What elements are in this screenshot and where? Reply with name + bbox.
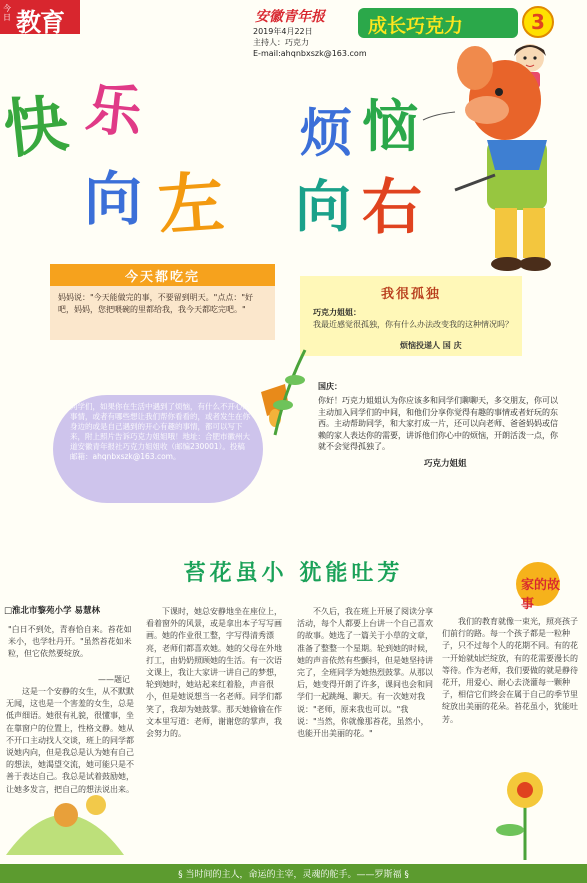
story-right-title: 我很孤独 [380, 287, 441, 302]
essay-epigraph: "白日不到处，青春恰自来。苔花如米小，也学牡丹开。"虽然苔花如米粒，但它依然要绽放。 [8, 625, 132, 658]
issue-email[interactable]: E-mail:ahqnbxszk@163.com [253, 49, 367, 58]
garden-snail-illustration-icon [6, 760, 126, 860]
title-char-zuo: 左 [155, 163, 227, 246]
story-right-signature: 烦恼投递人 国 庆 [400, 341, 462, 350]
essay-headline: 苔花虽小 犹能吐芳 [183, 561, 404, 586]
essay-column-1: 这是一个安静的女生，从不默默无闻，这也是一个害羞的女生，总是低声细语。她很有礼貌，很懂事，坐在靠窗户的位置上，性格文静。她从不开口主动找人交谈，班上的同学都说她内向，但是我总是认为她有自己的想法，她渴望交流，她可能只是不善于表达自己。我总是试着鼓励她，让她多发言，把自己的想法说出来。 [6, 687, 134, 794]
story-right-text: 我最近感觉很孤独，你有什么办法改变我的这种情况吗？ [313, 320, 513, 329]
issue-editor: 主持人：巧克力 [253, 38, 309, 47]
title-char-fan: 烦 [300, 104, 353, 164]
reply-greeting: 国庆： [318, 382, 342, 391]
story-right-greeting: 巧克力姐姐： [313, 308, 361, 317]
title-char-kuai: 快 [0, 87, 72, 169]
page-number: 3 [522, 6, 554, 38]
story-left-text: 妈妈说："今天能做完的事，不要留到明天。"点点："好吧，妈妈，您把喂碗的里都给我，我今天都吃完吧。" [58, 293, 254, 314]
issue-meta [253, 26, 367, 59]
essay-column-3: 不久后，我在班上开展了阅读分享活动，每个人都要上台讲一个自己喜欢的故事。她选了一篇关于小草的文章，准备了整整一个星期。轮到她的时候，她的声音依然有些颤抖，但是她坚持讲完了，全班同学为她热烈鼓掌。从那以后，她变得开朗了许多，课间也会和同学们一起跳绳、聊天。有一次她对我说："老师，原来我也可以。"我说："当然，你就像那苔花，虽然小，也能开出美丽的花。" [297, 607, 433, 739]
title-char-xiang-left: 向 [84, 165, 143, 233]
essay-column-badge [516, 562, 561, 612]
essay-column-4: 我们的教育就像一束光，照亮孩子们前行的路。每一个孩子都是一粒种子，只不过每个人的花期不同。有的花一开始就灿烂绽放，有的花需要漫长的等待。作为老师，我们要做的就是静待花开，用爱心、耐心去浇灌每一颗种子，相信它们终会在属于自己的季节里绽放出美丽的花朵。苔花虽小，犹能吐芳。 [442, 617, 578, 724]
story-left-title: 今天都吃完 [124, 270, 200, 285]
footer-banner [0, 864, 587, 883]
masthead-title: 教育 [16, 8, 65, 37]
reply-signature: 巧克力姐姐 [424, 459, 467, 469]
leaf-decoration-icon [265, 340, 310, 440]
newspaper-name: 安徽青年报 [255, 9, 325, 25]
masthead-small-label: 今日 [3, 4, 11, 22]
section-title: 成长巧克力 [368, 15, 464, 37]
essay-epigraph-source: ——题记 [98, 675, 130, 684]
title-char-xiang-right: 向 [295, 175, 351, 240]
notice-text: 同学们，如果你在生活中遇到了烦恼，有什么不开心的事情，或者有哪些想让我们帮你看看的，或者发生在你身边的或是自己遇到的开心有趣的事情，都可以写下来，附上照片告诉巧克力姐姐哦！地址：合肥市徽州大道安徽青年报社巧克力姐姐收（邮编230001）。投稿邮箱：ahqnbxszk@163.com。 [70, 402, 250, 461]
title-char-you: 右 [362, 173, 422, 243]
essay-column-badge-label: 家的故事 [521, 578, 561, 612]
reply-text: 你好！巧克力姐姐认为你应该多和同学们聊聊天，多交朋友，你可以主动加入同学们的中间，和他们分享你觉得有趣的事情或者好玩的东西。主动帮助同学，和大家打成一片，还可以向老师、爸爸妈妈或信赖的家人表达你的需要，讲诉他们你心中的烦恼，开朗活泼一点，你就不会觉得孤独了。 [318, 396, 558, 451]
masthead-badge [0, 0, 80, 37]
flower-illustration-icon [470, 760, 580, 860]
footer-quote: § 当时间的主人，命运的主宰，灵魂的舵手。——罗斯福 § [178, 870, 409, 880]
title-char-le: 乐 [82, 76, 146, 147]
essay-column-2: 下课时，她总安静地坐在座位上，看着窗外的风景，或是拿出本子写写画画。她的作业很工整，字写得清秀漂亮，老师们都喜欢她。她的父母在外地打工，由奶奶照顾她的生活。有一次语文课上，我让大家讲一讲自己的梦想，轮到她时，她站起来红着脸，声音很小，但是她说想当一名老师。同学们都笑了，我却为她鼓掌。那天她偷偷在作文本里写道：老师，谢谢您的掌声，我会努力的。 [146, 607, 282, 739]
issue-date: 2019年4月22日 [253, 27, 313, 36]
section-title-banner [358, 8, 518, 38]
essay-author: □淮北市黎苑小学 易慧林 [4, 606, 100, 616]
title-char-nao: 恼 [362, 95, 418, 160]
mouse-character-icon [415, 40, 580, 280]
